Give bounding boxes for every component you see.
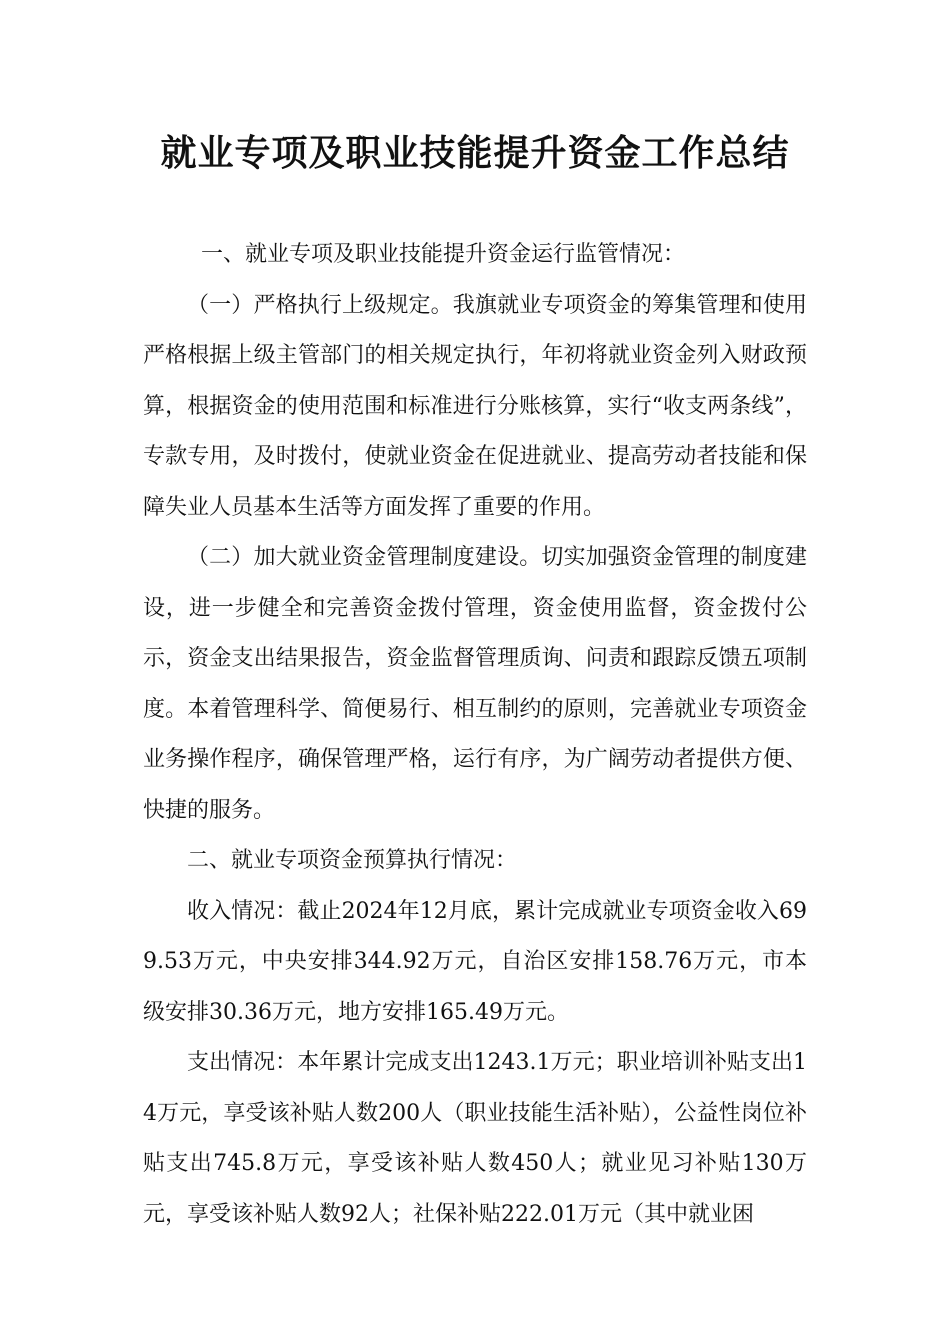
document-body (143, 230, 807, 1240)
section-heading-1: 一、就业专项及职业技能提升资金运行监管情况： (201, 242, 686, 267)
paragraph-system-building: （二）加大就业资金管理制度建设。切实加强资金管理的制度建设，进一步健全和完善资金拨付管理，资金使用监督，资金拨付公示，资金支出结果报告，资金监督管理质询、问责和跟踪反馈五项制度。本着管理科学、简便易行、相互制约的原则，完善就业专项资金业务操作程序，确保管理严格，运行有序，为广阔劳动者提供方便、快捷的服务。 (143, 545, 807, 823)
paragraph-regulations: （一）严格执行上级规定。我旗就业专项资金的筹集管理和使用严格根据上级主管部门的相关规定执行，年初将就业资金列入财政预算，根据资金的使用范围和标准进行分账核算，实行“收支两条线”，专款专用，及时拨付，使就业资金在促进就业、提高劳动者技能和保障失业人员基本生活等方面发挥了重要的作用。 (143, 292, 807, 520)
section-heading-2: 二、就业专项资金预算执行情况： (187, 848, 518, 873)
document-title: 就业专项及职业技能提升资金工作总结 (160, 133, 790, 174)
paragraph-expenditure: 支出情况：本年累计完成支出1243.1万元；职业培训补贴支出14万元，享受该补贴人数200人（职业技能生活补贴），公益性岗位补贴支出745.8万元，享受该补贴人数450人；就业见习补贴130万元，享受该补贴人数92人；社保补贴222.01万元（其中就业困 (143, 1050, 807, 1227)
paragraph-income: 收入情况：截止2024年12月底，累计完成就业专项资金收入699.53万元，中央安排344.92万元，自治区安排158.76万元，市本级安排30.36万元，地方安排165.49万元。 (143, 898, 807, 1025)
